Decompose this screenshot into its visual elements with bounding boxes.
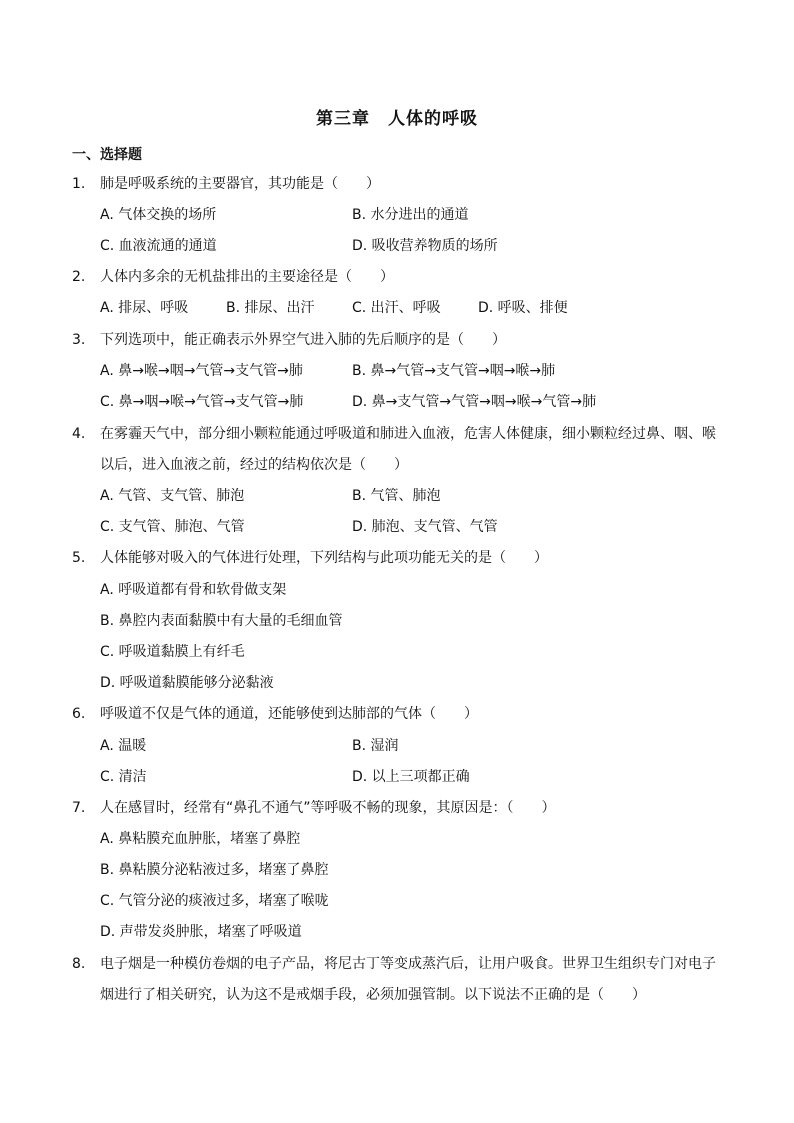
option-c: C. 支气管、肺泡、气管 — [100, 519, 245, 535]
option-a: A. 排尿、呼吸 — [100, 300, 189, 316]
option-d: D. 吸收营养物质的场所 — [352, 238, 498, 254]
option-c: C. 呼吸道黏膜上有纤毛 — [100, 644, 245, 660]
question-text: 肺是呼吸系统的主要器官，其功能是（ ） — [100, 176, 380, 192]
question-number: 1. — [72, 176, 86, 192]
option-d: D. 声带发炎肿胀，堵塞了呼吸道 — [100, 924, 302, 940]
option-a: A. 鼻→喉→咽→气管→支气管→肺 — [100, 363, 303, 379]
option-d: D. 呼吸、排便 — [478, 300, 568, 316]
option-d: D. 肺泡、支气管、气管 — [352, 519, 498, 535]
question-text: 电子烟是一种模仿卷烟的电子产品，将尼古丁等变成蒸汽后，让用户吸食。世界卫生组织专门对电子 — [100, 956, 716, 972]
option-b: B. 鼻粘膜分泌粘液过多，堵塞了鼻腔 — [100, 862, 329, 878]
option-d: D. 呼吸道黏膜能够分泌黏液 — [100, 675, 274, 691]
question-text: 呼吸道不仅是气体的通道，还能够使到达肺部的气体（ ） — [100, 706, 478, 722]
option-a: A. 温暖 — [100, 738, 147, 754]
option-c: C. 出汗、呼吸 — [352, 300, 441, 316]
option-c: C. 气管分泌的痰液过多，堵塞了喉咙 — [100, 893, 329, 909]
option-b: B. 湿润 — [352, 738, 399, 754]
page-title: 第三章 人体的呼吸 — [316, 109, 478, 129]
question-number: 6. — [72, 706, 86, 722]
question-text: 人体内多余的无机盐排出的主要途径是（ ） — [100, 269, 394, 285]
option-c: C. 鼻→咽→喉→气管→支气管→肺 — [100, 394, 304, 410]
question-text-continued: 以后，进入血液之前，经过的结构依次是（ ） — [100, 457, 408, 473]
question-number: 2. — [72, 269, 86, 285]
option-b: B. 气管、肺泡 — [352, 488, 441, 504]
question-text: 人在感冒时，经常有“鼻孔不通气”等呼吸不畅的现象，其原因是：（ ） — [100, 800, 556, 816]
option-b: B. 鼻→气管→支气管→咽→喉→肺 — [352, 363, 556, 379]
option-b: B. 鼻腔内表面黏膜中有大量的毛细血管 — [100, 613, 343, 629]
option-a: A. 气体交换的场所 — [100, 207, 217, 223]
option-d: D. 以上三项都正确 — [352, 769, 470, 785]
question-number: 8. — [72, 956, 86, 972]
option-b: B. 水分进出的通道 — [352, 207, 469, 223]
question-text-continued: 烟进行了相关研究，认为这不是戒烟手段，必须加强管制。以下说法不正确的是（ ） — [100, 987, 646, 1003]
option-a: A. 呼吸道都有骨和软骨做支架 — [100, 582, 287, 598]
question-text: 在雾霾天气中，部分细小颗粒能通过呼吸道和肺进入血液，危害人体健康，细小颗粒经过鼻、咽、喉 — [100, 426, 716, 442]
question-number: 4. — [72, 426, 86, 442]
option-a: A. 鼻粘膜充血肿胀，堵塞了鼻腔 — [100, 831, 301, 847]
section-heading: 一、选择题 — [72, 147, 142, 163]
option-d: D. 鼻→支气管→气管→咽→喉→气管→肺 — [352, 394, 597, 410]
question-number: 5. — [72, 550, 86, 566]
option-c: C. 清洁 — [100, 769, 147, 785]
option-a: A. 气管、支气管、肺泡 — [100, 488, 245, 504]
question-number: 7. — [72, 800, 86, 816]
option-c: C. 血液流通的通道 — [100, 238, 217, 254]
option-b: B. 排尿、出汗 — [226, 300, 315, 316]
question-number: 3. — [72, 332, 86, 348]
question-text: 下列选项中，能正确表示外界空气进入肺的先后顺序的是（ ） — [100, 332, 506, 348]
question-text: 人体能够对吸入的气体进行处理，下列结构与此项功能无关的是（ ） — [100, 550, 548, 566]
